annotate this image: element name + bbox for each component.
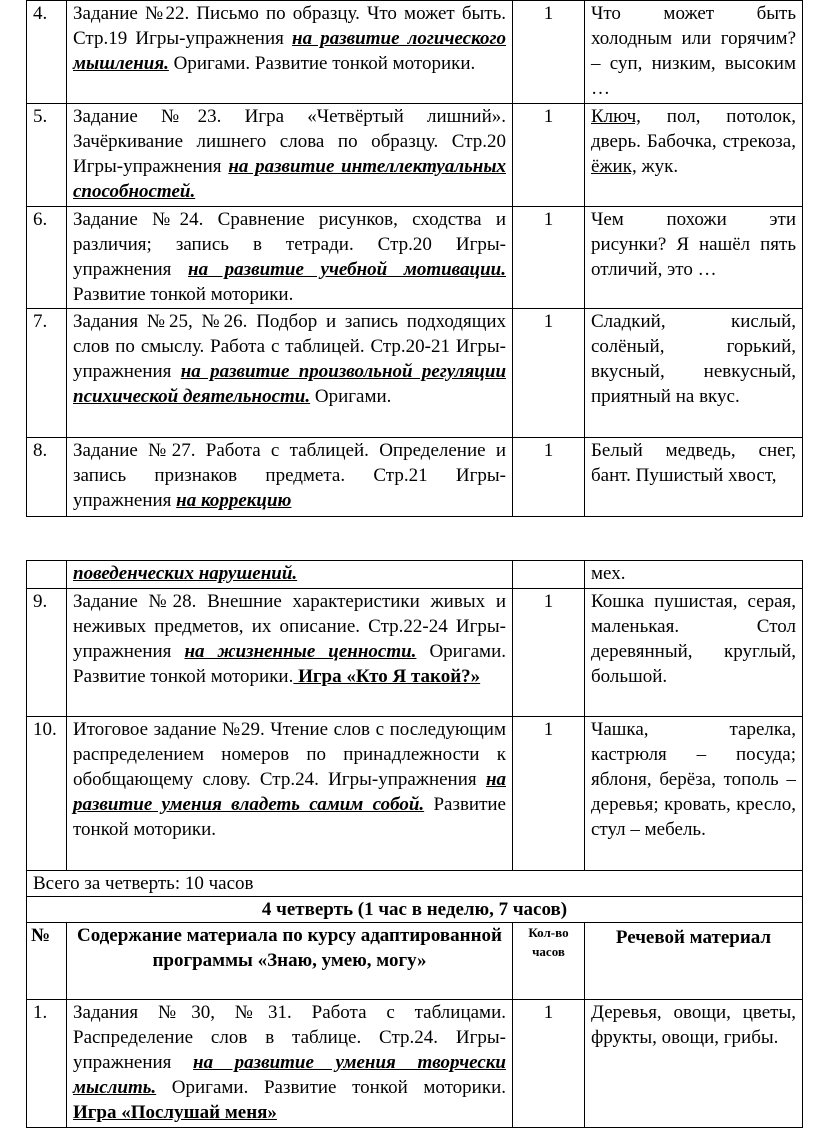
row-number: 6.: [27, 207, 67, 309]
quarter-title: 4 четверть (1 час в неделю, 7 часов): [27, 897, 803, 923]
row-content: поведенческих нарушений.: [67, 561, 513, 589]
header-row: [27, 923, 803, 1000]
program-table-bottom: [26, 560, 803, 1128]
table-row: [27, 1, 803, 104]
row-number: 5.: [27, 104, 67, 207]
total-hours: Всего за четверть: 10 часов: [27, 871, 803, 897]
row-speech: мех.: [585, 561, 803, 589]
row-speech: Ключ, пол, потолок, дверь. Бабочка, стрекоза, ёжик, жук.: [585, 104, 803, 207]
row-hours: 1: [513, 717, 585, 871]
header-num: №: [27, 923, 67, 1000]
row-number: 9.: [27, 589, 67, 717]
row-hours: [513, 561, 585, 589]
table-row: [27, 589, 803, 717]
header-speech: Речевой материал: [585, 923, 803, 1000]
table-row: [27, 561, 803, 589]
row-number: 8.: [27, 438, 67, 517]
row-content: Задания №30, №31. Работа с таблицами. Распределение слов в таблице. Стр.24. Игры-упражнения на развитие умения творчески мыслить. Оригами. Развитие тонкой моторики. Игра «Послушай меня»: [67, 1000, 513, 1128]
total-row: [27, 871, 803, 897]
table-row: [27, 717, 803, 871]
row-number: 10.: [27, 717, 67, 871]
row-hours: 1: [513, 438, 585, 517]
program-table-top: [26, 0, 803, 517]
table-row: [27, 1000, 803, 1128]
row-hours: 1: [513, 207, 585, 309]
row-content: Задание №24. Сравнение рисунков, сходства и различия; запись в тетради. Стр.20 Игры-упражнения на развитие учебной мотивации. Развитие тонкой моторики.: [67, 207, 513, 309]
row-hours: 1: [513, 309, 585, 438]
row-number: 1.: [27, 1000, 67, 1128]
row-content: Задание №28. Внешние характеристики живых и неживых предметов, их описание. Стр.22-24 Игры-упражнения на жизненные ценности. Оригами. Развитие тонкой моторики. Игра «Кто Я такой?»: [67, 589, 513, 717]
row-content: Итоговое задание №29. Чтение слов с последующим распределением номеров по принадлежности к обобщающему слову. Стр.24. Игры-упражнения на развитие умения владеть самим собой. Развитие тонкой моторики.: [67, 717, 513, 871]
row-speech: Чем похожи эти рисунки? Я нашёл пять отличий, это …: [585, 207, 803, 309]
table-row: [27, 438, 803, 517]
row-hours: 1: [513, 1, 585, 104]
row-number: 7.: [27, 309, 67, 438]
row-hours: 1: [513, 589, 585, 717]
row-speech: Деревья, овощи, цветы, фрукты, овощи, грибы.: [585, 1000, 803, 1128]
row-speech: Что может быть холодным или горячим? – суп, низким, высоким …: [585, 1, 803, 104]
row-content: Задание №27. Работа с таблицей. Определение и запись признаков предмета. Стр.21 Игры-упражнения на коррекцию: [67, 438, 513, 517]
row-hours: 1: [513, 1000, 585, 1128]
row-speech: Сладкий, кислый, солёный, горький, вкусный, невкусный, приятный на вкус.: [585, 309, 803, 438]
row-speech: Чашка, тарелка, кастрюля – посуда; яблоня, берёза, тополь – деревья; кровать, кресло, стул – мебель.: [585, 717, 803, 871]
table-row: [27, 309, 803, 438]
table-row: [27, 104, 803, 207]
header-hours: Кол-во часов: [513, 923, 585, 1000]
row-speech: Белый медведь, снег, бант. Пушистый хвост,: [585, 438, 803, 517]
row-number: 4.: [27, 1, 67, 104]
quarter-row: [27, 897, 803, 923]
row-content: Задание №22. Письмо по образцу. Что может быть. Стр.19 Игры-упражнения на развитие логического мышления. Оригами. Развитие тонкой моторики.: [67, 1, 513, 104]
header-content: Содержание материала по курсу адаптированной программы «Знаю, умею, могу»: [67, 923, 513, 1000]
row-content: Задания №25, №26. Подбор и запись подходящих слов по смыслу. Работа с таблицей. Стр.20-21 Игры-упражнения на развитие произвольной регуляции психической деятельности. Оригами.: [67, 309, 513, 438]
row-content: Задание №23. Игра «Четвёртый лишний». Зачёркивание лишнего слова по образцу. Стр.20 Игры-упражнения на развитие интеллектуальных способностей.: [67, 104, 513, 207]
row-hours: 1: [513, 104, 585, 207]
table-row: [27, 207, 803, 309]
row-number: [27, 561, 67, 589]
row-speech: Кошка пушистая, серая, маленькая. Стол деревянный, круглый, большой.: [585, 589, 803, 717]
